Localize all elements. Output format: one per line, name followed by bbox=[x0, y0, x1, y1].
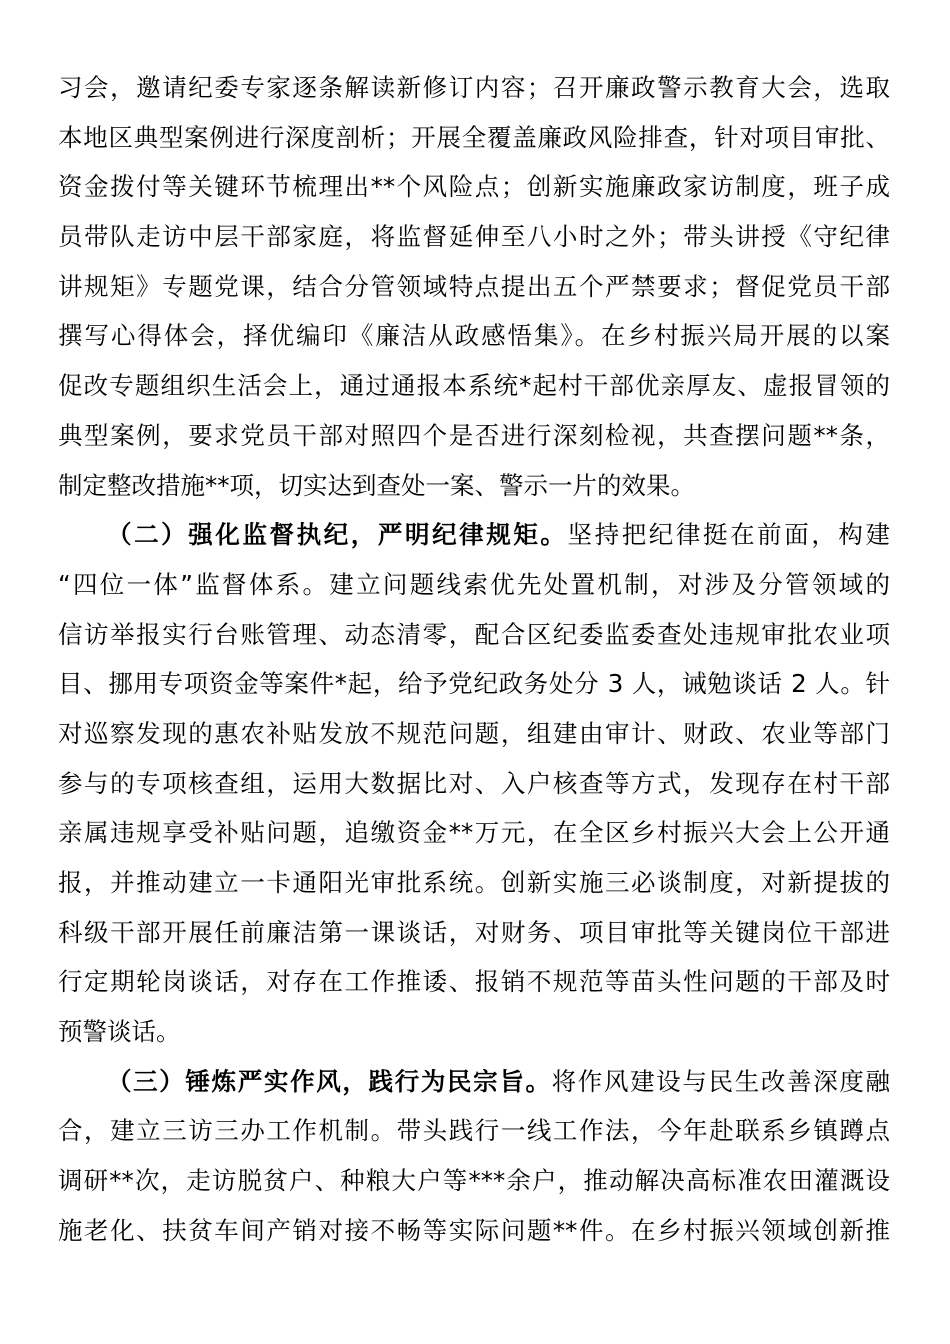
paragraph-heading: （三）锤炼严实作风，践行为民宗旨。 bbox=[107, 1066, 552, 1096]
text-line: 合，建立三访三办工作机制。带头践行一线工作法，今年赴联系乡镇蹲点 bbox=[58, 1116, 890, 1146]
text-line: 典型案例，要求党员干部对照四个是否进行深刻检视，共查摆问题**条， bbox=[58, 420, 890, 450]
text-line: 目、挪用专项资金等案件*起，给予党纪政务处分 3 人，诫勉谈话 2 人。针 bbox=[58, 669, 890, 699]
text-line-with-heading bbox=[58, 1057, 890, 1107]
text-line: 亲属违规享受补贴问题，追缴资金**万元，在全区乡村振兴大会上公开通 bbox=[58, 818, 890, 848]
text-line-remainder: 将作风建设与民生改善深度融 bbox=[551, 1066, 891, 1096]
text-line-with-heading bbox=[58, 510, 890, 560]
text-line: 撰写心得体会，择优编印《廉洁从政感悟集》。在乡村振兴局开展的以案 bbox=[58, 321, 890, 351]
body-paragraph-continued bbox=[58, 63, 890, 510]
text-line: 行定期轮岗谈话，对存在工作推诿、报销不规范等苗头性问题的干部及时 bbox=[58, 967, 890, 997]
text-line: 调研**次，走访脱贫户、种粮大户等***余户，推动解决高标准农田灌溉设 bbox=[58, 1166, 890, 1196]
text-line: 习会，邀请纪委专家逐条解读新修订内容；召开廉政警示教育大会，选取 bbox=[58, 73, 890, 102]
text-line: 预警谈话。 bbox=[58, 1017, 181, 1047]
text-line: 促改专题组织生活会上，通过通报本系统*起村干部优亲厚友、虚报冒领的 bbox=[58, 371, 890, 401]
text-line: 制定整改措施**项，切实达到查处一案、警示一片的效果。 bbox=[58, 470, 695, 500]
text-line: 参与的专项核查组，运用大数据比对、入户核查等方式，发现存在村干部 bbox=[58, 768, 890, 798]
text-line: 施老化、扶贫车间产销对接不畅等实际问题**件。在乡村振兴领域创新推 bbox=[58, 1215, 890, 1245]
text-line: 资金拨付等关键环节梳理出**个风险点；创新实施廉政家访制度，班子成 bbox=[58, 172, 890, 202]
body-paragraph-work-style bbox=[58, 1057, 890, 1256]
text-line: 报，并推动建立一卡通阳光审批系统。创新实施三必谈制度，对新提拔的 bbox=[58, 868, 890, 897]
text-line: 本地区典型案例进行深度剖析；开展全覆盖廉政风险排查，针对项目审批、 bbox=[58, 122, 890, 152]
text-line: 讲规矩》专题党课，结合分管领域特点提出五个严禁要求；督促党员干部 bbox=[58, 271, 890, 301]
document-body bbox=[58, 63, 890, 1256]
paragraph-heading: （二）强化监督执纪，严明纪律规矩。 bbox=[107, 520, 568, 550]
text-line: 科级干部开展任前廉洁第一课谈话，对财务、项目审批等关键岗位干部进 bbox=[58, 917, 890, 947]
text-line: 信访举报实行台账管理、动态清零，配合区纪委监委查处违规审批农业项 bbox=[58, 619, 890, 649]
text-line: 员带队走访中层干部家庭，将监督延伸至八小时之外；带头讲授《守纪律 bbox=[58, 222, 890, 252]
text-line-remainder: 坚持把纪律挺在前面，构建 bbox=[567, 520, 891, 550]
text-line: 对巡察发现的惠农补贴发放不规范问题，组建由审计、财政、农业等部门 bbox=[58, 718, 890, 748]
body-paragraph-supervision bbox=[58, 510, 890, 1057]
text-line: “四位一体”监督体系。建立问题线索优先处置机制，对涉及分管领域的 bbox=[58, 569, 890, 599]
